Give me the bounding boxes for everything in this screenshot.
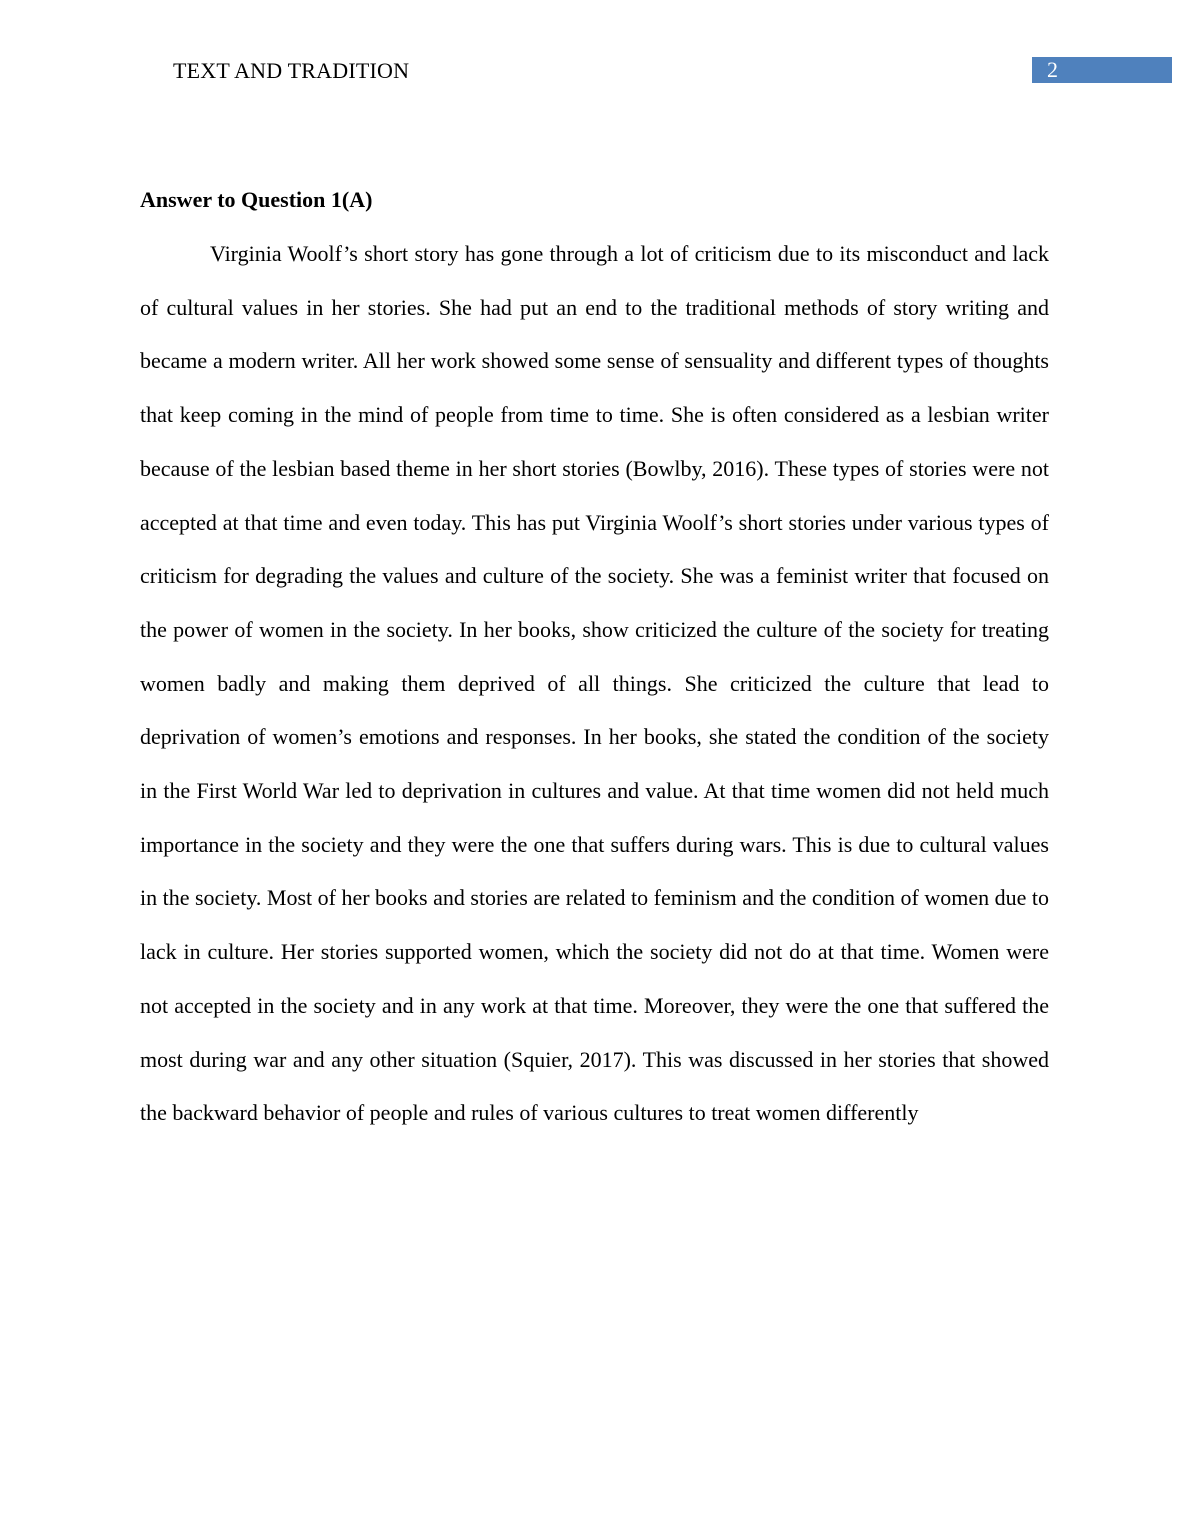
page-number-bar bbox=[1032, 57, 1172, 83]
section-heading: Answer to Question 1(A) bbox=[140, 187, 373, 212]
page-number: 2 bbox=[1047, 57, 1058, 82]
running-head: TEXT AND TRADITION bbox=[173, 58, 410, 83]
body-paragraph: Virginia Woolf’s short story has gone through a lot of criticism due to its misconduct and lack of cultural values in her stories. She had put an end to the traditional methods of story writing and became a modern writer. All her work showed some sense of sensuality and different types of thoughts that keep coming in the mind of people from time to time. She is often considered as a lesbian writer because of the lesbian based theme in her short stories (Bowlby, 2016). These types of stories were not accepted at that time and even today. This has put Virginia Woolf’s short stories under various types of criticism for degrading the values and culture of the society. She was a feminist writer that focused on the power of women in the society. In her books, show criticized the culture of the society for treating women badly and making them deprived of all things. She criticized the culture that lead to deprivation of women’s emotions and responses. In her books, she stated the condition of the society in the First World War led to deprivation in cultures and value. At that time women did not held much importance in the society and they were the one that suffers during wars. This is due to cultural values in the society. Most of her books and stories are related to feminism and the condition of women due to lack in culture. Her stories supported women, which the society did not do at that time. Women were not accepted in the society and in any work at that time. Moreover, they were the one that suffered the most during war and any other situation (Squier, 2017). This was discussed in her stories that showed the backward behavior of people and rules of various cultures to treat women differently bbox=[140, 241, 1049, 1126]
